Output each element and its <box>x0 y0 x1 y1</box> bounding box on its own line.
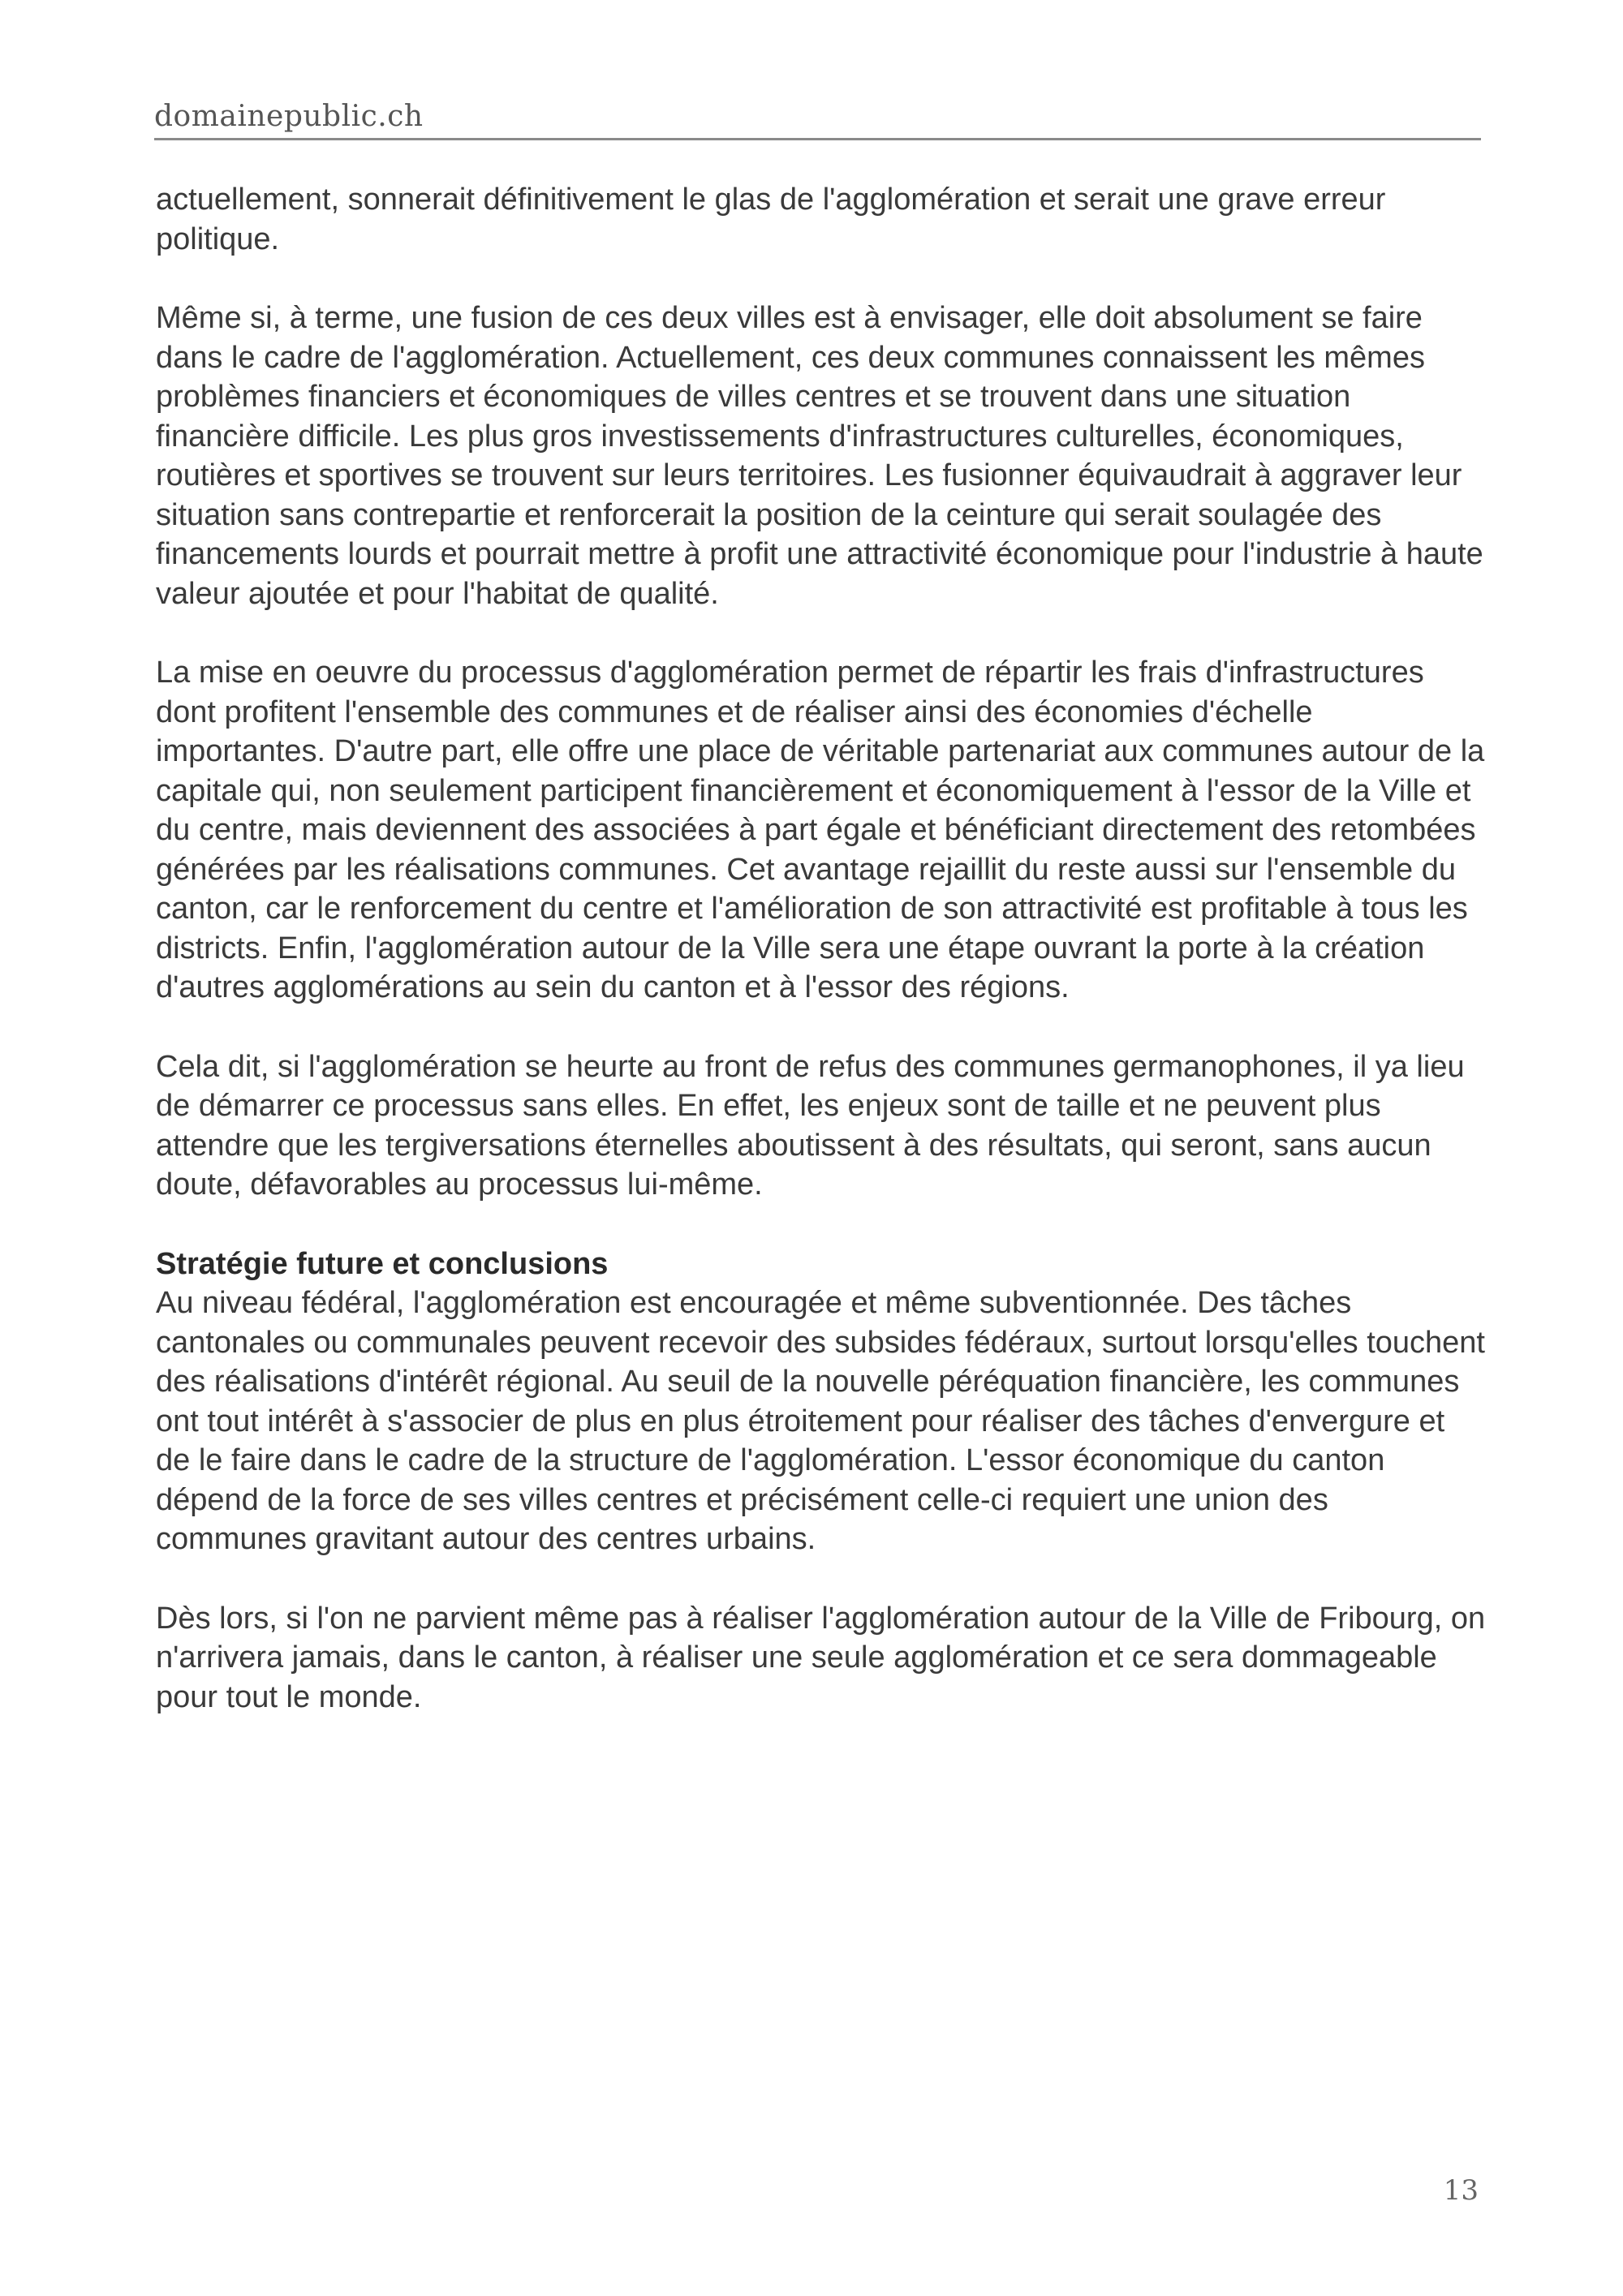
article-body <box>156 180 1487 1756</box>
section-heading: Stratégie future et conclusions <box>156 1246 609 1281</box>
paragraph-federal-level: Au niveau fédéral, l'agglomération est encouragée et même subventionnée. Des tâches cantonales ou communales peuvent recevoir des subsides fédéraux, surtout lorsqu'elles touchent des réalisations d'intérêt régional. Au seuil de la nouvelle péréquation financière, les communes ont tout intérêt à s'associer de plus en plus étroitement pour réaliser des tâches d'envergure et de le faire dans le cadre de la structure de l'agglomération. L'essor économique du canton dépend de la force de ses villes centres et précisément celle-ci requiert une union des communes gravitant autour des centres urbains. <box>156 1286 1485 1556</box>
paragraph-conclusion: Dès lors, si l'on ne parvient même pas à réaliser l'agglomération autour de la Ville de Fribourg, on n'arrivera jamais, dans le canton, à réaliser une seule agglomération et ce sera dommageable pour tout le monde. <box>156 1601 1486 1714</box>
page-header <box>154 96 1481 141</box>
paragraph-fusion: Même si, à terme, une fusion de ces deux villes est à envisager, elle doit absolument se faire dans le cadre de l'agglomération. Actuellement, ces deux communes connaissent les mêmes problèmes financiers et économiques de villes centres et se trouvent dans une situation financière difficile. Les plus gros investissements d'infrastructures culturelles, économiques, routières et sportives se trouvent sur leurs territoires. Les fusionner équivaudrait à aggraver leur situation sans contrepartie et renforcerait la position de la ceinture qui serait soulagée des financements lourds et pourrait mettre à profit une attractivité économique pour l'industrie à haute valeur ajoutée et pour l'habitat de qualité. <box>156 301 1483 611</box>
paragraph-agglomeration-process: La mise en oeuvre du processus d'agglomération permet de répartir les frais d'infrastructures dont profitent l'ensemble des communes et de réaliser ainsi des économies d'échelle importantes. D'autre part, elle offre une place de véritable partenariat aux communes autour de la capitale qui, non seulement participent financièrement et économiquement à l'essor de la Ville et du centre, mais deviennent des associées à part égale et bénéficiant directement des retombées générées par les réalisations communes. Cet avantage rejaillit du reste aussi sur l'ensemble du canton, car le renforcement du centre et l'amélioration de son attractivité est profitable à tous les districts. Enfin, l'agglomération autour de la Ville sera une étape ouvrant la porte à la création d'autres agglomérations au sein du canton et à l'essor des régions. <box>156 656 1485 1004</box>
site-name: domainepublic.ch <box>154 100 424 133</box>
paragraph-germanophone-communes: Cela dit, si l'agglomération se heurte au front de refus des communes germanophones, il ya lieu de démarrer ce processus sans elles. En effet, les enjeux sont de taille et ne peuvent plus attendre que les tergiversations éternelles aboutissent à des résultats, qui seront, sans aucun doute, défavorables au processus lui-même. <box>156 1049 1465 1202</box>
paragraph-continuation: actuellement, sonnerait définitivement le glas de l'agglomération et serait une grave erreur politique. <box>156 183 1386 256</box>
page-number: 13 <box>1443 2174 1479 2207</box>
header-divider <box>154 138 1481 140</box>
